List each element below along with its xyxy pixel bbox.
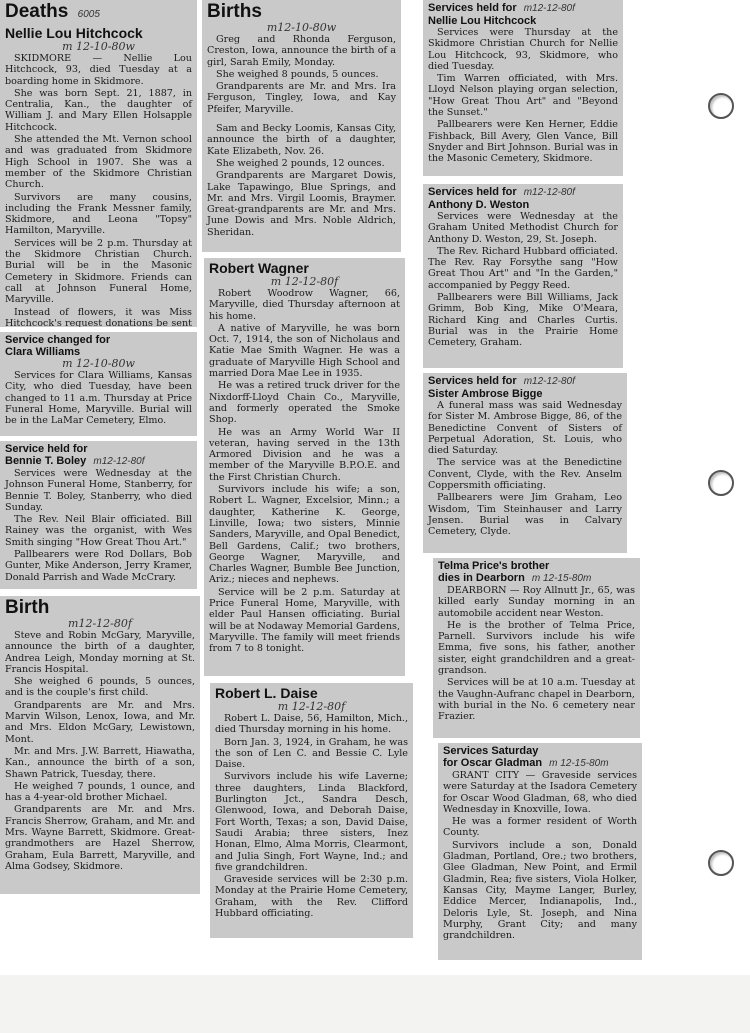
section-heading-births: Births xyxy=(207,1,262,22)
paragraph: Robert Woodrow Wagner, 66, Maryville, died Thursday afternoon at his home. xyxy=(209,288,400,322)
paragraph: Steve and Robin McGary, Maryville, announce the birth of a daughter, Andrea Leigh, Monday morning at St. Francis Hospital. xyxy=(5,630,195,675)
paragraph: Survivors include a son, Donald Gladman, Portland, Ore.; two brothers, Glee Gladman, New Point, and Ermil Gladmin, Rea; five sisters, Viola Holker, Kansas City, Mayme Langer, Burley, Eddice Mercer, Indianapolis, Ind., Deloris Lyle, St. Joseph, and Nina Murphy, Grant City; and many grandchildren. xyxy=(443,839,637,942)
paragraph: Pallbearers were Bill Williams, Jack Grimm, Bob King, Mike O'Meara, Richard King and Charles Curtis. Burial was in the Prairie Home Cemetery, Graham. xyxy=(428,292,618,349)
paragraph: Pallbearers were Rod Dollars, Bob Gunter, Mike Anderson, Jerry Kramer, Donald Parrish and Wade McCrary. xyxy=(5,549,192,583)
binder-hole-top xyxy=(708,93,734,119)
notice-name: Bennie T. Boley xyxy=(5,455,87,467)
clipping-roy-allnutt xyxy=(433,558,640,738)
paragraph: He is the brother of Telma Price, Parnell. Survivors include his wife Emma, five sons, his father, another sister, eight grandchildren and a great-grandson. xyxy=(438,619,635,677)
handwritten-date: m 12-10-80w xyxy=(62,357,135,370)
notice-title-text: Services held for xyxy=(428,375,517,387)
notice-title-name xyxy=(438,572,635,585)
paragraph: The Rev. Richard Hubbard officiated. The Rev. Ray Forsythe sang "How Great Thou Art" and "In the Garden," accompanied by Peggy Reed. xyxy=(428,245,618,291)
handwritten-date: m12-12-80f xyxy=(93,456,145,467)
handwritten-date: m 12-10-80w xyxy=(62,40,135,53)
paragraph: Graveside services will be 2:30 p.m. Monday at the Prairie Home Cemetery, Graham, with the Rev. Clifford Hubbard officiating. xyxy=(215,874,408,920)
paragraph: A native of Maryville, he was born Oct. 7, 1914, the son of Nicholaus and Katie Mae Smith Wagner. He was a graduate of Maryville High School and married Dora Mae Lee in 1935. xyxy=(209,322,400,380)
paragraph: Sam and Becky Loomis, Kansas City, announce the birth of a daughter, Kate Elizabeth, Nov. 26. xyxy=(207,123,396,157)
clipping-ambrose-bigge xyxy=(423,373,627,553)
paragraph: She weighed 6 pounds, 5 ounces, and is the couple's first child. xyxy=(5,676,195,699)
handwritten-date: m12-12-80f xyxy=(523,376,575,387)
paragraph: Services for Clara Williams, Kansas City, who died Tuesday, have been changed to 11 a.m. Thursday at Price Funeral Home, Maryville. Burial will be in the LaMar Cemetery, Elmo. xyxy=(5,370,192,427)
paragraph: The service was at the Benedictine Convent, Clyde, with the Rev. Anselm Coppersmith officiating. xyxy=(428,457,622,492)
clipping-clara-williams xyxy=(0,332,197,436)
obituary-title: Robert Wagner xyxy=(209,260,309,276)
paragraph: Survivors include his wife Laverne; three daughters, Linda Blackford, Burlington Jct., Sandra Desch, Glenwood, Iowa, and Deborah Daise, Fort Worth, Texas; a son, David Daise, Saudi Arabia; three sisters, Inez Honan, Elmo, Alma Morris, Clearmont, and Julia Singh, Fort Wayne, Ind.; and five grandchildren. xyxy=(215,771,408,873)
notice-title-text: dies in Dearborn xyxy=(438,572,525,584)
paragraph: Grandparents are Mr. and Mrs. Francis Sherrow, Graham, and Mr. and Mrs. Wayne Barrett, Skidmore. Great-grandmothers are Hazel Sherrow, Graham, Eula Barrett, Maryville, and Alma Godsey, Skidmore. xyxy=(5,804,195,872)
paragraph: SKIDMORE — Nellie Lou Hitchcock, 93, died Tuesday at a boarding home in Skidmore. xyxy=(5,53,192,87)
paragraph: Survivors include his wife; a son, Robert L. Wagner, Excelsior, Minn.; a daughter, Katherine K. George, Linville, Iowa; two sisters, Minnie Sanders, Maryville, and Opal Benedict, Bell Gardens, Calif.; two brothers, George Wagner, Maryville, and Charles Wagner, Bumble Bee Junction, Ariz.; nieces and nephews. xyxy=(209,484,400,586)
paragraph: Grandparents are Mr. and Mrs. Ira Ferguson, Tingley, Iowa, and Kay Pfeifer, Maryville. xyxy=(207,81,396,115)
paragraph: Survivors are many cousins, including the Frank Messner family, Skidmore, and Leona "Topsy" Hamilton, Maryville. xyxy=(5,191,192,237)
paragraph: She attended the Mt. Vernon school and was graduated from Skidmore High School in 1907. She was a member of the Skidmore Christian Church. xyxy=(5,134,192,191)
obituary-title: Nellie Lou Hitchcock xyxy=(5,25,143,41)
section-heading-birth: Birth xyxy=(5,597,50,618)
paragraph: Services will be 2 p.m. Thursday at the Skidmore Christian Church. Burial will be in the Masonic Cemetery in Skidmore. Friends can call at Johnson Funeral Home, Maryville. xyxy=(5,237,192,306)
notice-title: Service changed for xyxy=(5,334,111,346)
notice-title-text: Services held for xyxy=(428,2,517,14)
notice-title-name: Clara Williams xyxy=(5,346,81,358)
handwritten-note: 6005 xyxy=(77,9,100,20)
handwritten-date: m12-12-80f xyxy=(523,187,575,198)
paragraph: Instead of flowers, it was Miss Hitchcock's request donations be sent xyxy=(5,306,192,327)
paragraph: Grandparents are Mr. and Mrs. Marvin Wilson, Lenox, Iowa, and Mr. and Mrs. Eldon McGary, Lewistown, Mont. xyxy=(5,699,195,745)
paragraph: Pallbearers were Ken Herner, Eddie Fishback, Bill Avery, Glen Vance, Bill Snyder and Birt Johnson. Burial was in the Masonic Cemetery, Skidmore. xyxy=(428,119,618,165)
clipping-oscar-gladman xyxy=(438,743,642,960)
handwritten-date: m 12-12-80f xyxy=(277,700,346,713)
notice-title: Services Saturday xyxy=(443,745,539,757)
notice-title-name: Anthony D. Weston xyxy=(428,199,530,211)
paragraph: DEARBORN — Roy Allnutt Jr., 65, was killed early Sunday morning in an automobile accident near Weston. xyxy=(438,585,635,619)
paragraph: She weighed 8 pounds, 5 ounces. xyxy=(216,68,379,80)
spacer xyxy=(207,116,396,123)
section-title: Deaths xyxy=(5,1,69,22)
paragraph: Services were Wednesday at the Graham United Methodist Church for Anthony D. Weston, 29, St. Joseph. xyxy=(428,211,618,245)
notice-title xyxy=(428,2,618,15)
notice-title-name: Nellie Lou Hitchcock xyxy=(428,15,537,27)
paragraph: Greg and Rhonda Ferguson, Creston, Iowa, announce the birth of a girl, Sarah Emily, Monday. xyxy=(207,34,396,68)
notice-title-name: Sister Ambrose Bigge xyxy=(428,388,543,400)
paragraph: A funeral mass was said Wednesday for Sister M. Ambrose Bigge, 86, of the Benedictine Convent of Sisters of Perpetual Adoration, St. Louis, who died Saturday. xyxy=(428,400,622,457)
paragraph: The Rev. Neil Blair officiated. Bill Rainey was the organist, with Wes Smith singing "How Great Thou Art." xyxy=(5,514,192,548)
paragraph: He was a retired truck driver for the Nixdorff-Lloyd Chain Co., Maryville, and formerly operated the Smoke Shop. xyxy=(209,380,400,426)
handwritten-date: m 12-12-80f xyxy=(270,275,339,288)
paragraph: GRANT CITY — Graveside services were Saturday at the Isadora Cemetery for Oscar Wood Gladman, 68, who died Wednesday in Knoxville, Iowa. xyxy=(443,770,637,815)
clipping-anthony-weston xyxy=(423,184,623,368)
notice-title: Telma Price's brother xyxy=(438,560,550,572)
section-heading-deaths xyxy=(5,2,192,25)
paragraph: Mr. and Mrs. J.W. Barrett, Hiawatha, Kan., announce the birth of a son, Shawn Patrick, Tuesday, there. xyxy=(5,745,195,780)
handwritten-date: m 12-15-80m xyxy=(549,758,609,769)
notice-title-name xyxy=(5,455,192,468)
binder-hole-middle xyxy=(708,470,734,496)
paragraph: Tim Warren officiated, with Mrs. Lloyd Nelson playing organ selection, "How Great Thou Art" and "Beyond the Sunset." xyxy=(428,73,618,119)
paragraph: He was an Army World War II veteran, having served in the 13th Armored Division and he was a member of the Maryville B.P.O.E. and the First Christian Church. xyxy=(209,426,400,483)
paragraph: Born Jan. 3, 1924, in Graham, he was the son of Len C. and Bessie C. Lyle Daise. xyxy=(215,736,408,771)
notice-title xyxy=(428,375,622,388)
paragraph: Services will be at 10 a.m. Tuesday at the Vaughn-Aufranc chapel in Dearborn, with burial in the No. 6 cemetery near Frazier. xyxy=(438,677,635,723)
handwritten-date: m 12-15-80m xyxy=(531,573,592,584)
notice-title: Service held for xyxy=(5,443,88,455)
paragraph: Services were Wednesday at the Johnson Funeral Home, Stanberry, for Bennie T. Boley, Stanberry, who died Sunday. xyxy=(5,468,192,513)
notice-title-name xyxy=(443,757,637,770)
binder-hole-bottom xyxy=(708,850,734,876)
obituary-title: Robert L. Daise xyxy=(215,685,318,701)
clipping-robert-daise xyxy=(210,683,413,938)
handwritten-date: m12-10-80w xyxy=(266,21,337,34)
clipping-birth-left xyxy=(0,596,200,894)
paragraph: Pallbearers were Jim Graham, Leo Wisdom, Tim Steinhauser and Larry Jensen. Burial was in Calvary Cemetery, Clyde. xyxy=(428,492,622,538)
scanner-bed-margin xyxy=(0,975,750,1033)
clipping-robert-wagner xyxy=(204,258,405,676)
notice-title-text: Services held for xyxy=(428,186,517,198)
paragraph: He weighed 7 pounds, 1 ounce, and has a 4-year-old brother Michael. xyxy=(5,780,195,804)
clipping-bennie-boley xyxy=(0,441,197,589)
paragraph: Services were Thursday at the Skidmore Christian Church for Nellie Lou Hitchcock, 93, Skidmore, who died Tuesday. xyxy=(428,27,618,72)
paragraph: Service will be 2 p.m. Saturday at Price Funeral Home, Maryville, with elder Paul Hansen officiating. Burial will be at Nodaway Memorial Gardens, Maryville. The family will meet friends from 7 to 8 tonight. xyxy=(209,586,400,655)
notice-title-text: for Oscar Gladman xyxy=(443,757,543,769)
paragraph: She was born Sept. 21, 1887, in Centralia, Kan., the daughter of William J. and Mary Ellen Holsapple Hitchcock. xyxy=(5,87,192,133)
notice-title xyxy=(428,186,618,199)
paragraph: Robert L. Daise, 56, Hamilton, Mich., died Thursday morning in his home. xyxy=(215,713,408,736)
clipping-nellie-hitchcock xyxy=(0,0,197,327)
handwritten-date: m12-12-80f xyxy=(523,3,575,14)
handwritten-date: m12-12-80f xyxy=(68,617,132,630)
clipping-nellie-services xyxy=(423,0,623,176)
paragraph: Grandparents are Margaret Dowis, Lake Tapawingo, Blue Springs, and Mr. and Mrs. Virgil Loomis, Braymer. Great-grandparents are Mr. and Mrs. June Dowis and Mrs. Noble Aldrich, Sheridan. xyxy=(207,170,396,238)
clipping-births-middle xyxy=(202,0,401,252)
paragraph: She weighed 2 pounds, 12 ounces. xyxy=(216,157,385,169)
paragraph: He was a former resident of Worth County. xyxy=(443,816,637,839)
